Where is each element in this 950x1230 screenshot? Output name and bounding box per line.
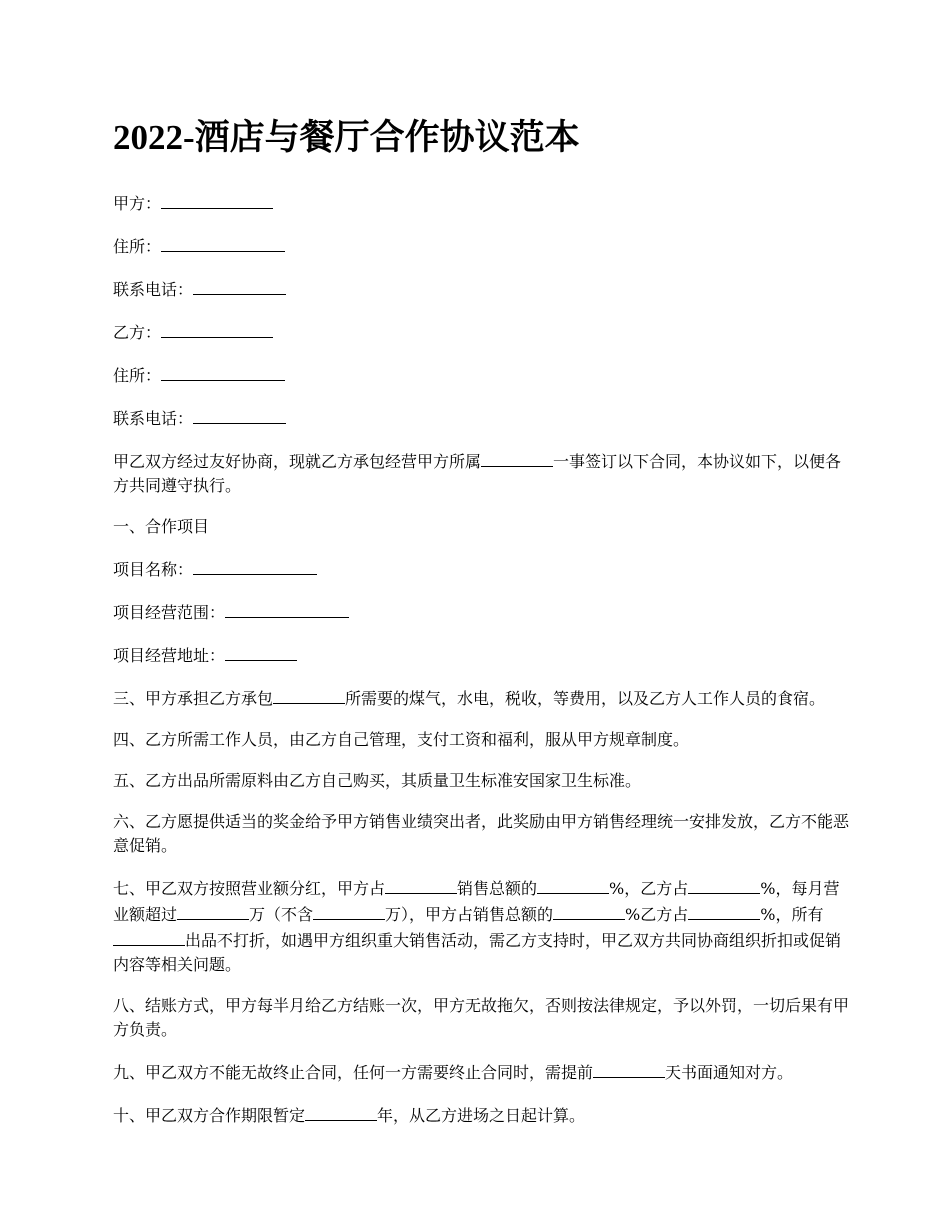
clause-7-blank-5 <box>313 901 385 920</box>
clause-7-blank-4 <box>177 901 249 920</box>
document-title: 2022-酒店与餐厅合作协议范本 <box>113 118 580 157</box>
clause-9-text-2: 天书面通知对方。 <box>665 1063 794 1082</box>
party-b-field <box>113 319 849 345</box>
clause-3 <box>113 685 849 711</box>
clause-7-blank-2 <box>537 875 609 894</box>
party-a-phone-blank <box>193 276 286 295</box>
project-address-field <box>113 642 849 668</box>
intro-blank <box>481 448 553 467</box>
clause-7-text-7: %乙方占 <box>625 905 689 924</box>
clause-7-blank-1 <box>385 875 457 894</box>
clause-7-text-5: 万（不含 <box>249 905 314 924</box>
clause-3-text-2: 所需要的煤气，水电，税收，等费用，以及乙方人工作人员的食宿。 <box>345 689 826 708</box>
clause-3-text-1: 三、甲方承担乙方承包 <box>113 689 274 708</box>
clause-10-text-2: 年，从乙方进场之日起计算。 <box>377 1106 586 1125</box>
clause-7-text-2: 销售总额的 <box>457 879 538 898</box>
party-a-phone-field <box>113 276 849 302</box>
party-a-blank <box>161 190 273 209</box>
party-a-label: 甲方： <box>113 194 162 213</box>
clause-10-text-1: 十、甲乙双方合作期限暂定 <box>113 1106 306 1125</box>
clause-4: 四、乙方所需工作人员，由乙方自己管理，支付工资和福利，服从甲方规章制度。 <box>113 730 690 749</box>
party-b-address-field <box>113 362 849 388</box>
clause-7-text-1: 七、甲乙双方按照营业额分红，甲方占 <box>113 879 386 898</box>
clause-7-blank-6 <box>553 901 625 920</box>
project-scope-label: 项目经营范围： <box>113 603 226 622</box>
project-name-label: 项目名称： <box>113 560 194 579</box>
clause-10 <box>113 1102 849 1128</box>
clause-8: 八、结账方式，甲方每半月给乙方结账一次，甲方无故拖欠，否则按法律规定，予以外罚，一切后果有甲方负责。 <box>113 996 850 1039</box>
party-a-phone-label: 联系电话： <box>113 280 194 299</box>
clause-7-blank-8 <box>113 927 185 946</box>
party-b-label: 乙方： <box>113 323 162 342</box>
project-address-blank <box>225 642 297 661</box>
party-b-phone-field <box>113 405 849 431</box>
party-a-address-label: 住所： <box>113 237 162 256</box>
project-name-blank <box>193 556 317 575</box>
party-b-address-blank <box>161 362 285 381</box>
clause-7-text-9: 出品不打折，如遇甲方组织重大销售活动，需乙方支持时，甲乙双方共同协商组织折扣或促销内容等相关问题。 <box>113 931 842 974</box>
party-a-address-blank <box>161 233 285 252</box>
clause-7-blank-3 <box>688 875 760 894</box>
party-b-blank <box>161 319 273 338</box>
clause-7-text-6: 万），甲方占销售总额的 <box>385 905 554 924</box>
clause-7 <box>113 875 849 977</box>
section1-heading: 一、合作项目 <box>113 517 210 536</box>
intro-text-1: 甲乙双方经过友好协商，现就乙方承包经营甲方所属 <box>113 452 482 471</box>
intro-paragraph <box>113 448 849 498</box>
party-a-address-field <box>113 233 849 259</box>
clause-6: 六、乙方愿提供适当的奖金给予甲方销售业绩突出者，此奖励由甲方销售经理统一安排发放，乙方不能恶意促销。 <box>113 812 850 855</box>
clause-10-blank <box>305 1102 377 1121</box>
intro-text-2: 一事签订以下合同，本协议如下，以便各方共同遵守执行。 <box>113 452 842 495</box>
party-a-field <box>113 190 849 216</box>
party-b-address-label: 住所： <box>113 366 162 385</box>
party-b-phone-label: 联系电话： <box>113 409 194 428</box>
clause-3-blank <box>273 685 345 704</box>
project-address-label: 项目经营地址： <box>113 646 226 665</box>
clause-7-text-3: %，乙方占 <box>609 879 689 898</box>
clause-9-blank <box>593 1059 665 1078</box>
clause-9 <box>113 1059 849 1085</box>
project-name-field <box>113 556 849 582</box>
project-scope-field <box>113 599 849 625</box>
party-b-phone-blank <box>193 405 286 424</box>
clause-5: 五、乙方出品所需原料由乙方自己购买，其质量卫生标准安国家卫生标准。 <box>113 771 642 790</box>
clause-7-text-8: %，所有 <box>760 905 824 924</box>
project-scope-blank <box>225 599 349 618</box>
clause-7-text-4: %，每月营业额超过 <box>113 879 840 924</box>
clause-7-blank-7 <box>688 901 760 920</box>
clause-9-text-1: 九、甲乙双方不能无故终止合同，任何一方需要终止合同时，需提前 <box>113 1063 594 1082</box>
